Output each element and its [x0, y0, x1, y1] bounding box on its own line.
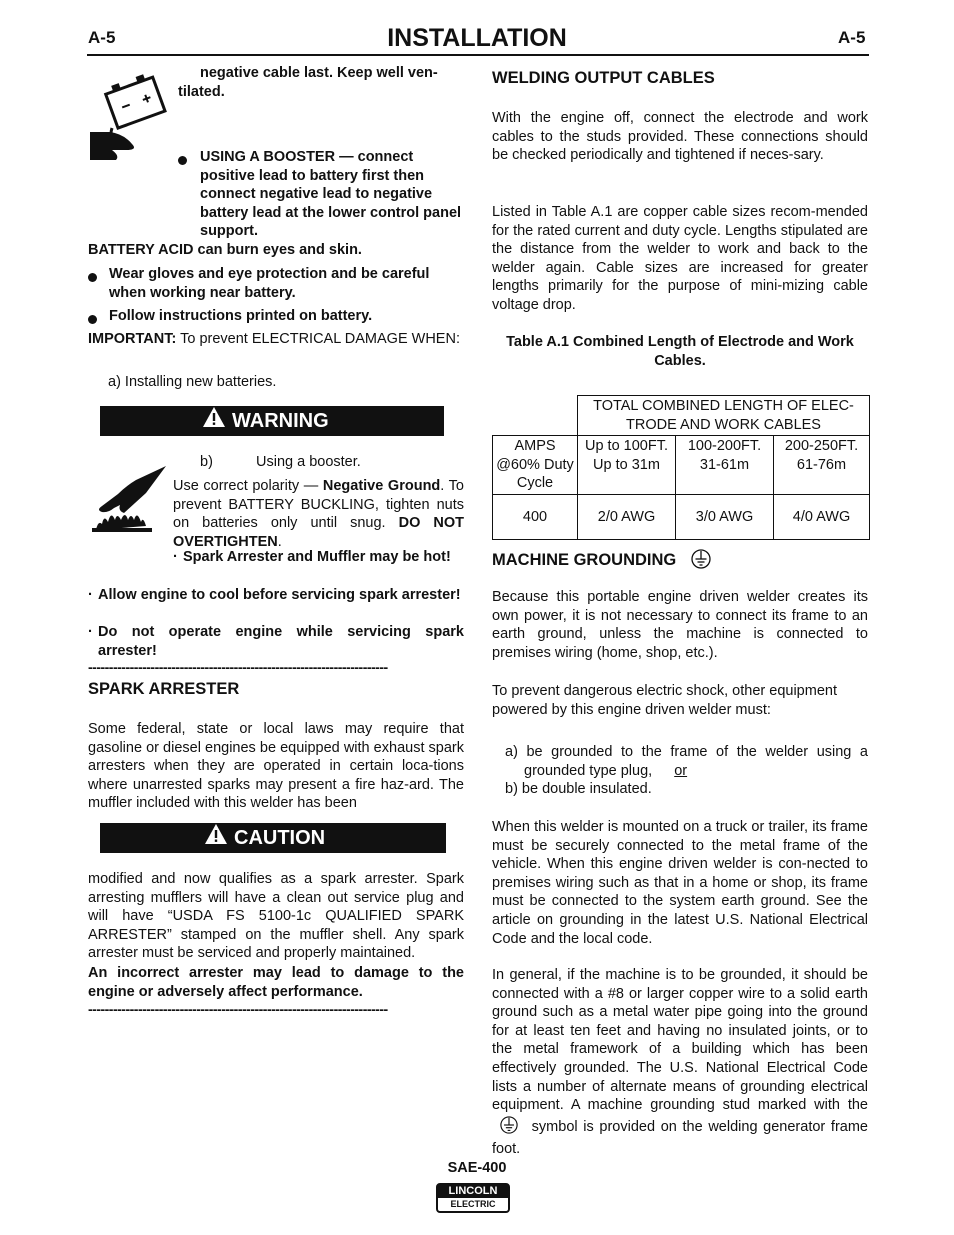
grounding-paragraph-4	[492, 966, 868, 1159]
table-cell: 2/0 AWG	[578, 494, 676, 539]
welding-output-paragraph-1: With the engine off, connect the electrode and work cables to the studs provided. These connections should be checked periodically and tightened if neces-sary.	[492, 110, 868, 164]
bullet-follow-text: Follow instructions printed on battery.	[109, 308, 373, 324]
table-col-header: 200-250FT. 61-76m	[774, 436, 870, 495]
caution-banner	[100, 823, 446, 853]
table-col-header: Up to 100FT. Up to 31m	[578, 436, 676, 495]
page-number-left: A-5	[88, 28, 116, 47]
item-a: a) Installing new batteries.	[108, 374, 277, 390]
machine-grounding-label: MACHINE GROUNDING	[492, 551, 677, 569]
caution-triangle-icon	[204, 823, 228, 854]
ground-symbol-icon	[691, 548, 711, 575]
polarity-bold-2: DO NOT OVERTIGHTEN	[173, 515, 465, 550]
ground-symbol-icon	[500, 1115, 518, 1141]
polarity-text-2: . To prevent BATTERY BUCKLING, tighten nuts on batteries only until snug.	[173, 478, 464, 532]
page-title: INSTALLATION	[387, 24, 567, 52]
polarity-text-1: Use correct polarity —	[173, 478, 323, 494]
booster-bullet	[178, 148, 463, 241]
grounding-item-a-text: a) be grounded to the frame of the welder using a grounded type plug,	[505, 744, 868, 779]
grounding-item-a	[505, 743, 868, 780]
page-number-right: A-5	[838, 28, 866, 47]
hot-surface-icon	[92, 464, 168, 532]
logo-bottom: ELECTRIC	[450, 1199, 496, 1209]
battery-acid-icon	[90, 72, 170, 162]
divider-dashes: ------------------------------------------------------------------------	[88, 659, 388, 675]
logo-top: LINCOLN	[438, 1185, 508, 1198]
bullet-gloves	[88, 265, 464, 302]
table-cell-amps: 400	[493, 494, 578, 539]
footer-model: SAE-400	[447, 1160, 507, 1176]
spark-arrester-paragraph: Some federal, state or local laws may require that gasoline or diesel engines be equipped with exhaust spark arresters when they are operated in certain loca-tions where unarrested sparks may present a fire haz-ard. The muffler included with this welder has been	[88, 721, 464, 812]
cool-bullet: · Allow engine to cool before servicing spark arrester!	[88, 586, 464, 605]
spark-arrester-bold-note: An incorrect arrester may lead to damage to the engine or adversely affect performance.	[88, 965, 464, 1000]
bullet-icon	[88, 315, 97, 324]
polarity-note	[173, 477, 464, 551]
table-col-header: 100-200FT. 31-61m	[676, 436, 774, 495]
table-cell: 3/0 AWG	[676, 494, 774, 539]
grounding-paragraph-4-text: In general, if the machine is to be grounded, it should be connected with a #8 or larger copper wire to a solid earth ground such as a metal water pipe going into the ground for at least ten feet and having no insulated joints, or to the metal framework of a building which has been effectively grounded. The U.S. National Electrical Code lists a number of alternate means of grounding electrical equipment. A machine grounding stud marked with the	[492, 967, 868, 1114]
lincoln-electric-logo	[436, 1183, 510, 1213]
item-b-text: Using a booster.	[256, 454, 361, 470]
table-row-header: AMPS @60% Duty Cycle	[493, 436, 578, 495]
spark-arrester-paragraph-2: modified and now qualifies as a spark arrester. Spark arresting mufflers will have a clean out service plug and will have “USDA FS 5100-1c QUALIFIED SPARK ARRESTER” stamped on the muffler shell. Any spark arrester must be serviced and properly maintained.	[88, 871, 464, 962]
polarity-bold: Negative Ground	[322, 478, 441, 494]
bullet-gloves-text: Wear gloves and eye protection and be careful when working near battery.	[109, 266, 430, 301]
polarity-end: .	[277, 533, 282, 550]
grounding-or: or	[674, 762, 688, 779]
no-operate-bullet-text: Do not operate engine while servicing spark arrester!	[98, 624, 464, 659]
spark-hot-note: · Spark Arrester and Muffler may be hot!	[173, 548, 464, 567]
bullet-icon	[88, 273, 97, 282]
table-top-header: TOTAL COMBINED LENGTH OF ELEC-TRODE AND WORK CABLES	[578, 396, 870, 436]
cable-table	[492, 395, 870, 540]
important-note	[88, 330, 464, 349]
important-label: IMPORTANT:	[88, 331, 177, 347]
logo-box	[436, 1183, 510, 1213]
battery-note: negative cable last. Keep well ven-tilated.	[178, 65, 438, 100]
welding-output-paragraph-2: Listed in Table A.1 are copper cable sizes recom-mended for the rated current and duty cycle. Lengths stipulated are the distance from the welder to work and back to the welder again. Cable sizes are increased for greater lengths primarily for the purpose of mini-mizing cable voltage drop.	[492, 204, 868, 313]
important-text: To prevent ELECTRICAL DAMAGE WHEN:	[176, 331, 460, 347]
bullet-follow	[88, 307, 464, 326]
spark-hot-text: Spark Arrester and Muffler may be hot!	[183, 549, 451, 565]
booster-bullet-text: USING A BOOSTER — connect positive lead to battery first then connect negative lead to negative battery lead at the lower control panel support.	[200, 149, 462, 240]
grounding-paragraph-2: To prevent dangerous electric shock, other equipment powered by this engine driven welder must:	[492, 683, 837, 718]
spark-arrester-heading: SPARK ARRESTER	[88, 680, 240, 698]
cool-bullet-text: Allow engine to cool before servicing spark arrester!	[98, 587, 461, 603]
caution-label: CAUTION	[234, 827, 326, 849]
grounding-item-b: b) be double insulated.	[505, 781, 652, 797]
machine-grounding-heading	[492, 548, 868, 575]
table-cell: 4/0 AWG	[774, 494, 870, 539]
grounding-paragraph-1: Because this portable engine driven welder creates its own power, it is not necessary to connect its frame to an earth ground, unless the machine is connected to premises wiring (home, shop, etc.).	[492, 589, 868, 661]
warning-triangle-icon	[202, 406, 226, 437]
header-rule	[87, 54, 869, 56]
bullet-icon	[178, 156, 187, 165]
grounding-paragraph-3: When this welder is mounted on a truck or trailer, its frame must be securely connected to the metal frame of the vehicle. When this engine driven welder is con-nected to premises wiring such as that in a home or shop, its frame must be connected to the system earth ground. See the article on grounding in the latest U.S. National Electrical Code and the local code.	[492, 819, 868, 947]
grounding-paragraph-4-end: symbol is provided on the welding generator frame foot.	[492, 1118, 868, 1158]
welding-output-heading: WELDING OUTPUT CABLES	[492, 69, 715, 87]
warning-banner	[100, 406, 444, 436]
no-operate-bullet: · Do not operate engine while servicing spark arrester!	[88, 624, 464, 659]
item-b-letter: b)	[200, 454, 213, 470]
table-caption: Table A.1 Combined Length of Electrode and Work Cables.	[506, 334, 854, 369]
warning-label: WARNING	[232, 410, 329, 432]
acid-warning: BATTERY ACID can burn eyes and skin.	[88, 242, 362, 258]
divider-dashes-2: ------------------------------------------------------------------------	[88, 1001, 388, 1017]
